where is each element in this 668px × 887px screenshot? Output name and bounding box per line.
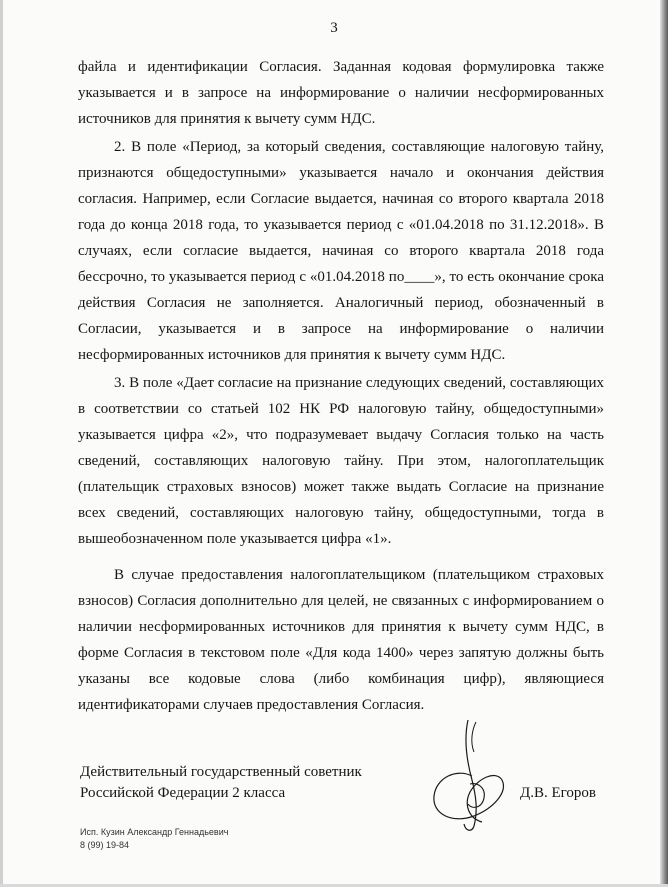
signatory-position-line-2: Российской Федерации 2 класса	[80, 785, 286, 801]
executor-phone: 8 (99) 19-84	[80, 840, 130, 850]
executor-name: Исп. Кузин Александр Геннадьевич	[80, 827, 229, 837]
executor-info	[80, 826, 228, 852]
paragraph-item-3: 3. В поле «Дает согласие на признание следующих сведений, составляющих в соответствии со статьей 102 НК РФ налоговую тайну, общедоступными» указывается цифра «2», что подразумевает выдачу Согласия только на часть сведений, составляющих налоговую тайну. При этом, налогоплательщик (плательщик страховых взносов) может также выдать Согласие на признание всех сведений, составляющих налоговую тайну, общедоступными, тогда в вышеобозначенном поле указывается цифра «1».	[78, 375, 604, 547]
document-body	[78, 54, 604, 720]
paragraph-continuation: файла и идентификации Согласия. Заданная кодовая формулировка также указывается и в запросе на информирование о наличии несформированных источников для принятия к вычету сумм НДС.	[78, 59, 604, 127]
handwritten-signature	[426, 718, 522, 836]
scan-edge-right	[660, 0, 668, 887]
signatory-position-line-1: Действительный государственный советник	[80, 764, 362, 780]
paragraph-item-2: 2. В поле «Период, за который сведения, составляющие налоговую тайну, признаются общедоступными» указывается начало и окончания действия согласия. Например, если Согласие выдается, начиная со второго квартала 2018 года до конца 2018 года, то указывается период с «01.04.2018 по 31.12.2018». В случаях, если согласие выдается, начиная со второго квартала 2018 года бессрочно, то указывается период с «01.04.2018 по____», то есть окончание срока действия Согласия не заполняется. Аналогичный период, обозначенный в Согласии, указывается и в запросе на информирование о наличии несформированных источников для принятия к вычету сумм НДС.	[78, 139, 604, 363]
paragraph-additional-purposes: В случае предоставления налогоплательщиком (плательщиком страховых взносов) Согласия дополнительно для целей, не связанных с информированием о наличии несформированных источников для принятия к вычету сумм НДС, в форме Согласия в текстовом поле «Для кода 1400» через запятую должны быть указаны все кодовые слова (либо комбинация цифр), являющиеся идентификаторами случаев предоставления Согласия.	[78, 567, 604, 713]
signatory-name: Д.В. Егоров	[520, 785, 597, 801]
signatory-position	[80, 762, 362, 804]
page-number: 3	[330, 20, 338, 36]
scan-edge-left	[0, 0, 3, 887]
